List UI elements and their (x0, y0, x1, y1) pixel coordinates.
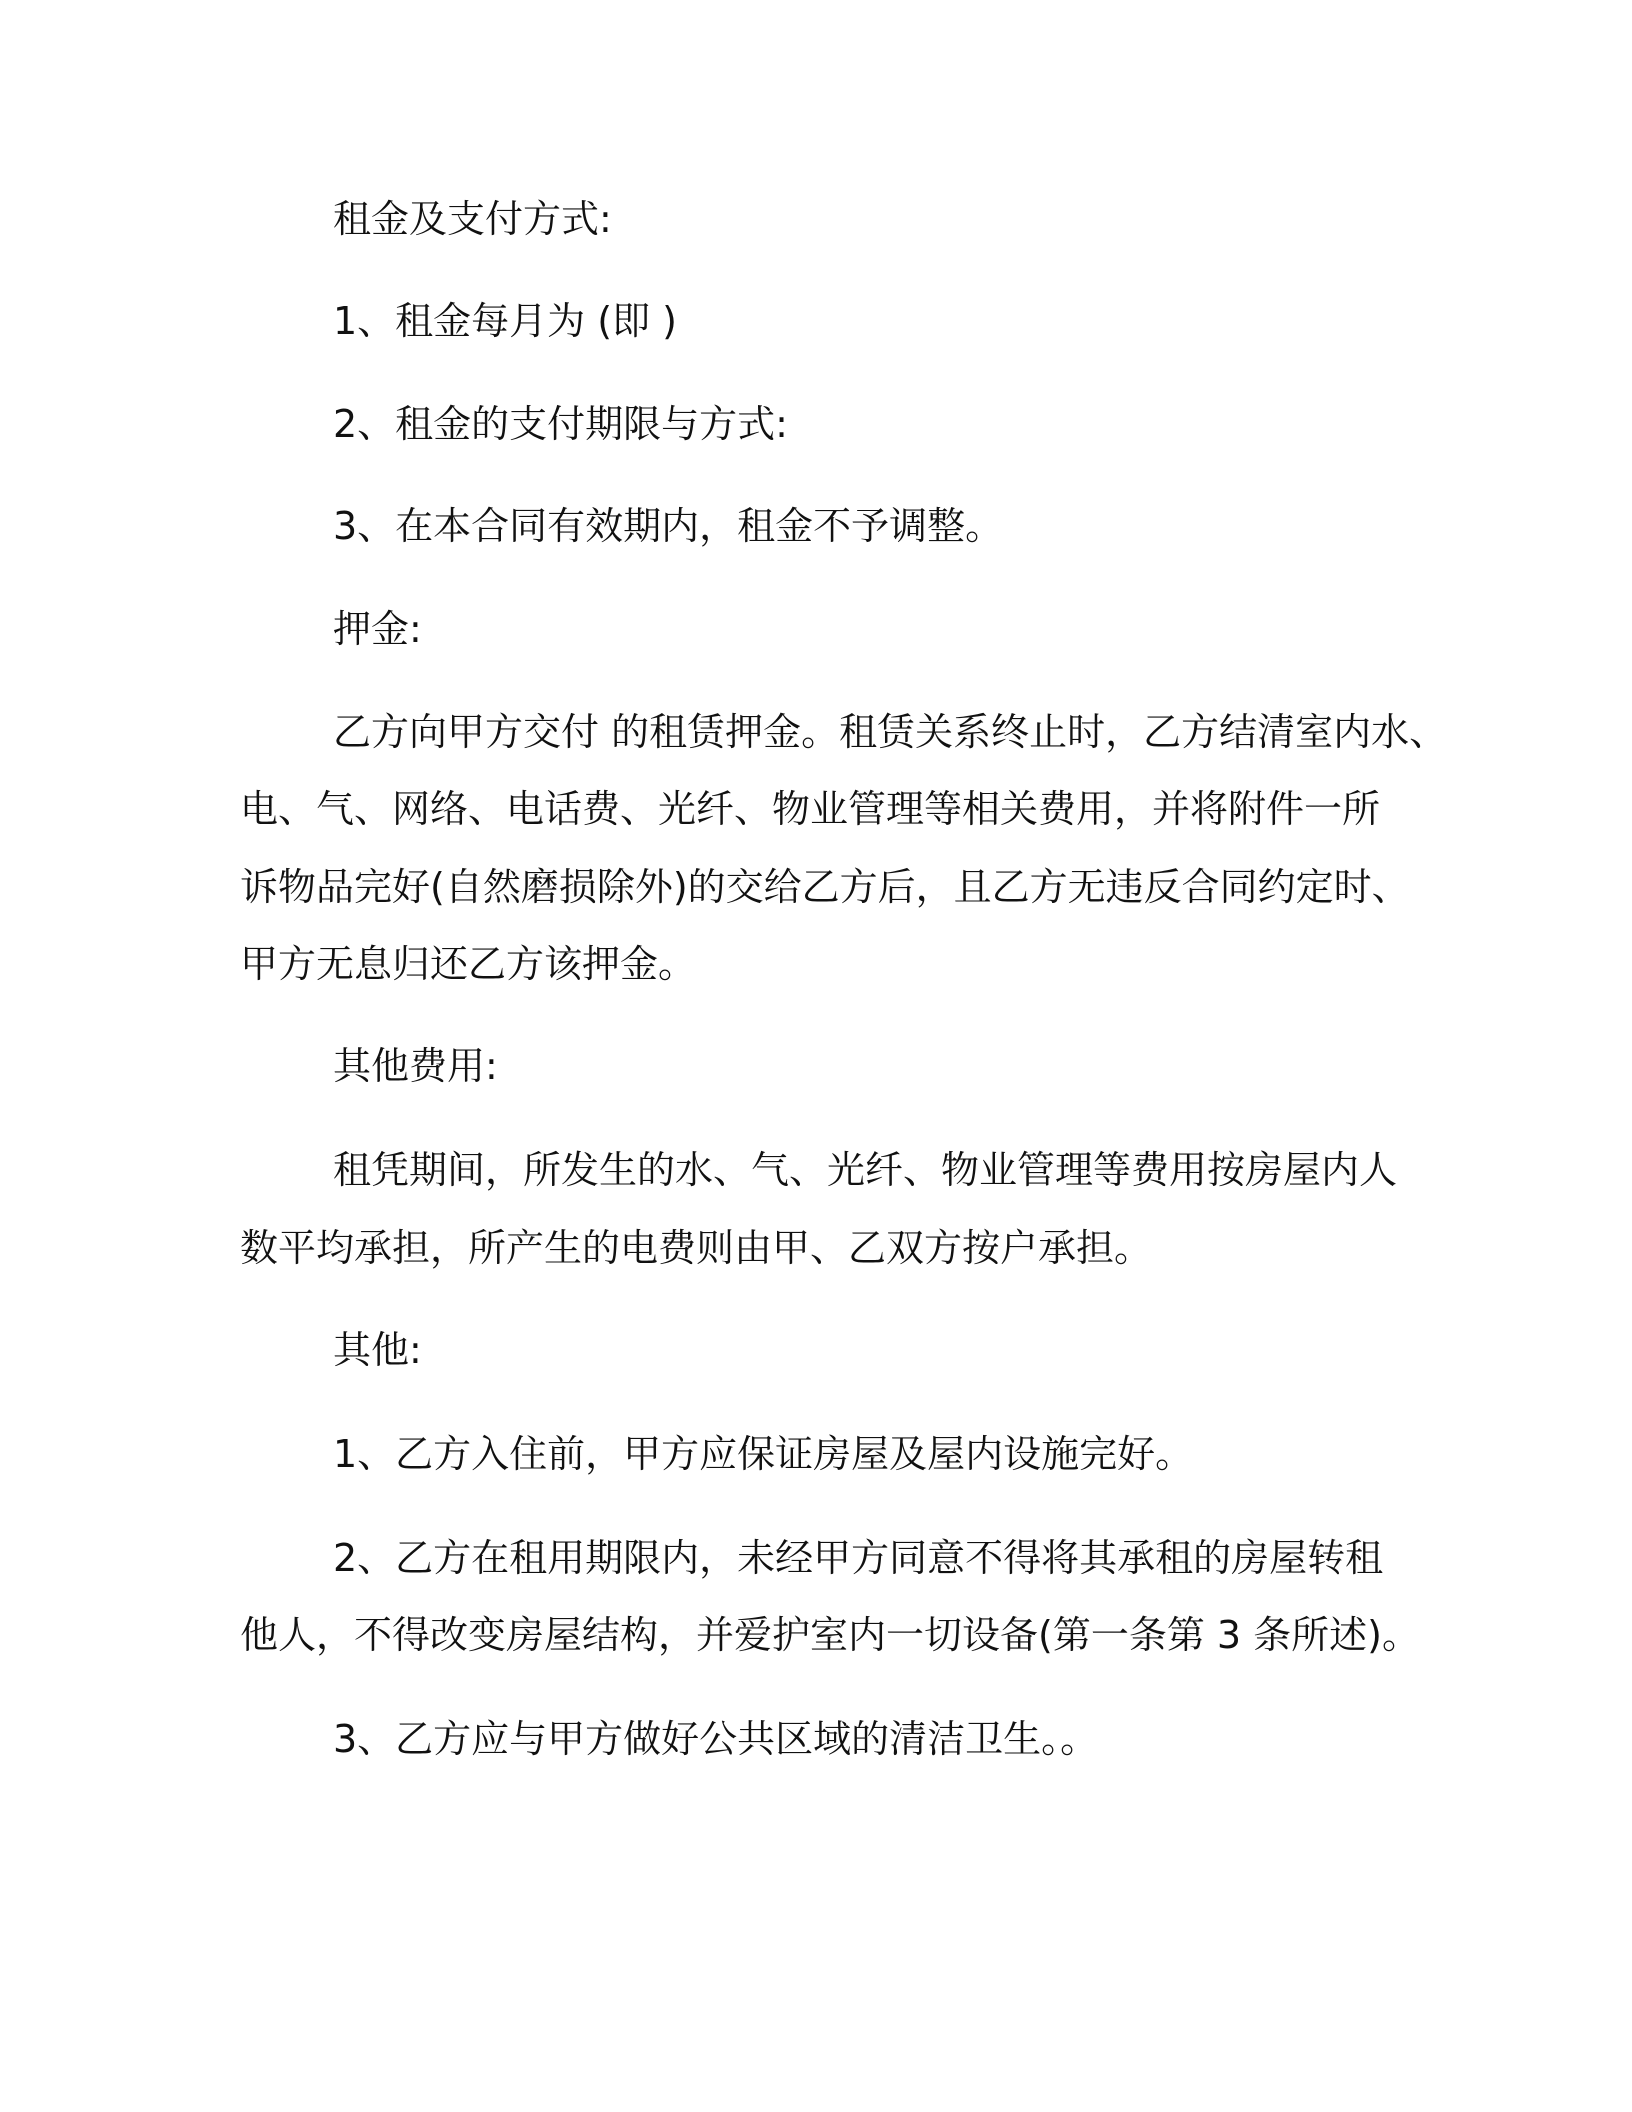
other-item-2-cont: 他人，不得改变房屋结构，并爱护室内一切设备(第一条第 3 条所述)。 (240, 1613, 1420, 1657)
heading-other: 其他: (333, 1328, 422, 1372)
rent-item-1: 1、租金每月为 (即 ) (333, 299, 677, 343)
other-item-3: 3、乙方应与甲方做好公共区域的清洁卫生。。 (333, 1717, 1099, 1761)
other-item-1: 1、乙方入住前，甲方应保证房屋及屋内设施完好。 (333, 1432, 1194, 1476)
rent-item-3: 3、在本合同有效期内，租金不予调整。 (333, 504, 1004, 548)
deposit-paragraph-line: 甲方无息归还乙方该押金。 (240, 942, 697, 986)
fees-paragraph-line: 租凭期间，所发生的水、气、光纤、物业管理等费用按房屋内人 (333, 1148, 1398, 1192)
other-item-2: 2、乙方在租用期限内，未经甲方同意不得将其承租的房屋转租 (333, 1536, 1384, 1580)
deposit-paragraph-line: 电、气、网络、电话费、光纤、物业管理等相关费用，并将附件一所 (240, 787, 1381, 831)
deposit-paragraph-line: 诉物品完好(自然磨损除外)的交给乙方后，且乙方无违反合同约定时、 (240, 865, 1410, 909)
fees-paragraph-line: 数平均承担，所产生的电费则由甲、乙双方按户承担。 (240, 1226, 1153, 1270)
heading-other-fees: 其他费用: (333, 1044, 498, 1088)
heading-deposit: 押金: (333, 607, 422, 651)
rent-item-2: 2、租金的支付期限与方式: (333, 402, 788, 446)
heading-rent-payment: 租金及支付方式: (333, 197, 612, 241)
deposit-paragraph-line: 乙方向甲方交付 的租赁押金。租赁关系终止时，乙方结清室内水、 (333, 710, 1448, 754)
